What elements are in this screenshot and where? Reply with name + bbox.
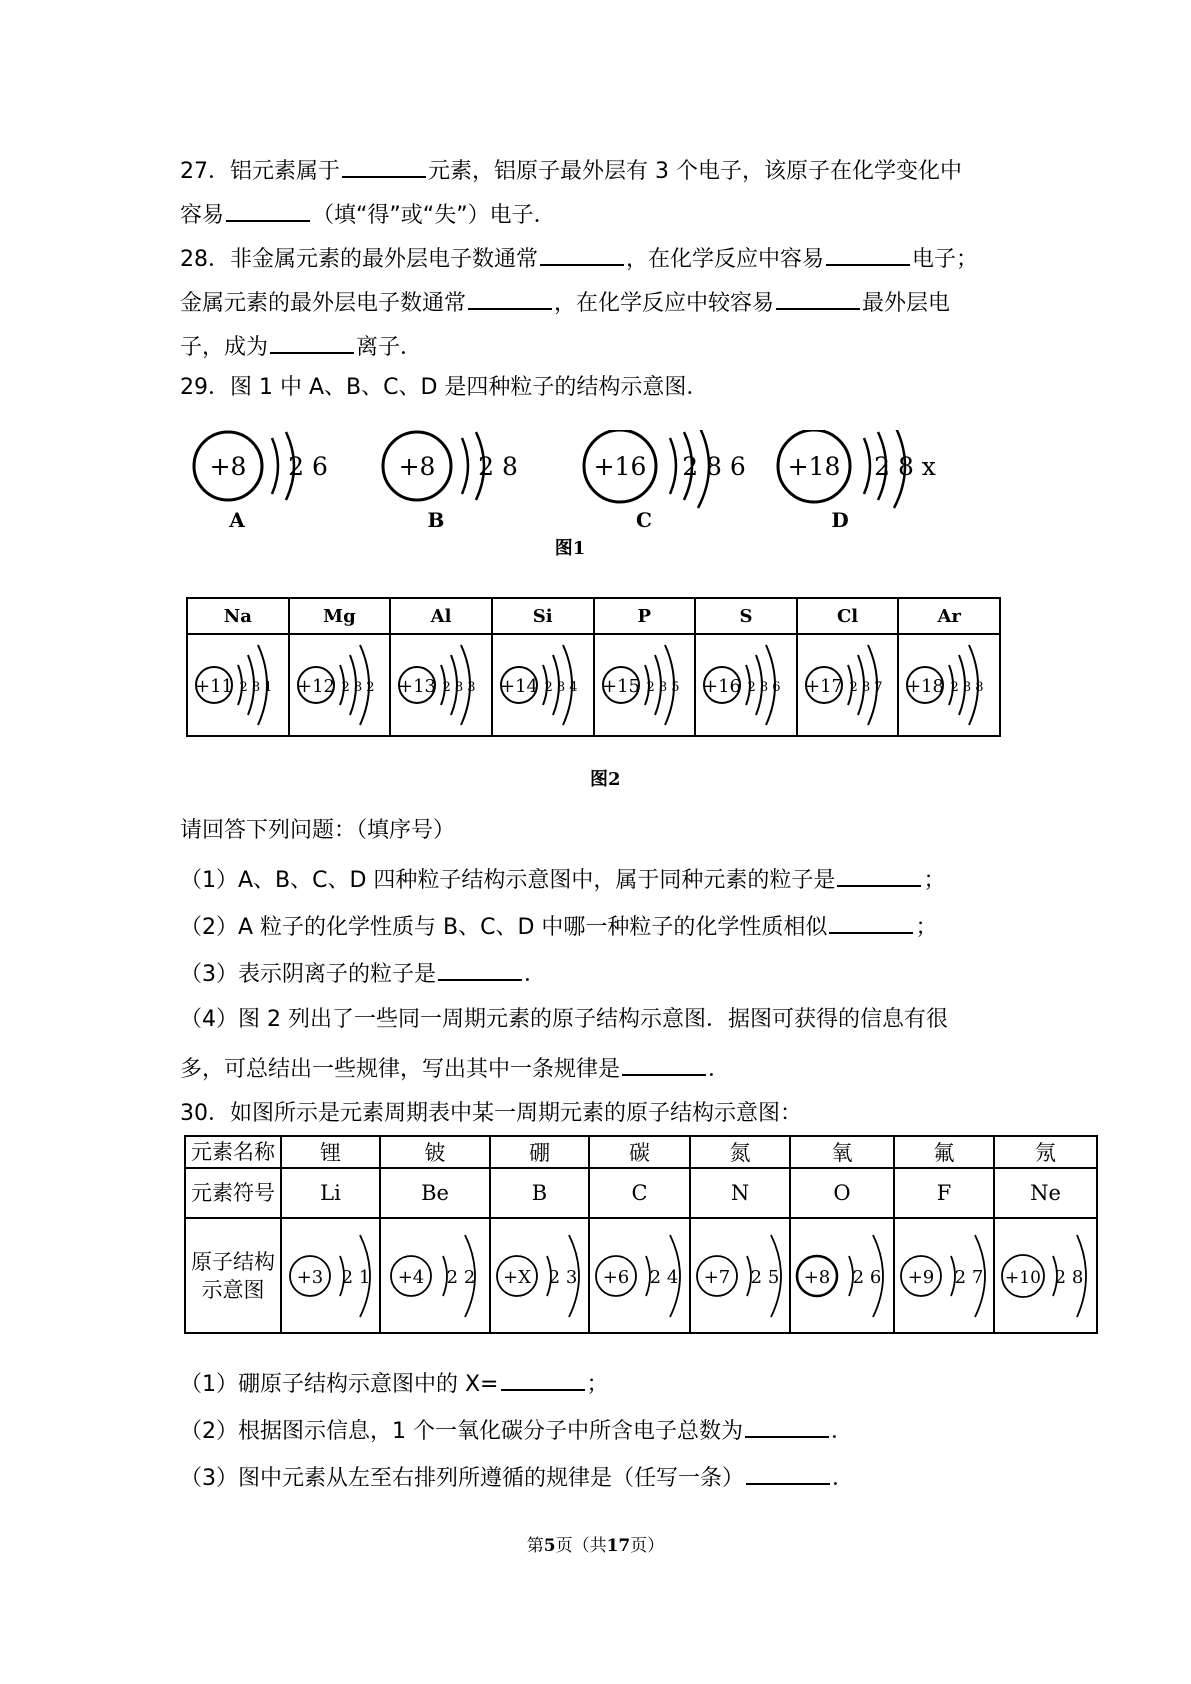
fig2-symbol-s: S — [695, 598, 797, 634]
q30-nucleus-li: +3 — [296, 1266, 324, 1288]
q30-symbol-row — [185, 1168, 1097, 1218]
fig2-nucleus-al: +13 — [398, 676, 437, 697]
q30-cell-ne — [994, 1218, 1097, 1333]
footer-middle: 页（共 — [555, 1536, 607, 1556]
fig2-cell-mg — [289, 634, 391, 736]
q30-shells-o: 2 6 — [852, 1266, 882, 1288]
q27-text-a: 27．铝元素属于 — [180, 159, 340, 184]
q29-sub4-line2 — [180, 1052, 730, 1085]
fig2-cell-p — [594, 634, 696, 736]
fig2-atom-cl — [798, 635, 898, 735]
q27-blank-2[interactable] — [226, 198, 310, 222]
q30-atom-b — [491, 1223, 587, 1329]
figure-1-caption: 图1 — [554, 538, 586, 559]
particle-b-nucleus: +8 — [398, 452, 436, 481]
q28-text-e: ，在化学反应中较容易 — [554, 291, 775, 316]
q30-sub3 — [180, 1461, 854, 1494]
q29-sub4-text: 多，可总结出一些规律，写出其中一条规律是 — [180, 1057, 621, 1082]
q30-shells-ne: 2 8 — [1054, 1266, 1084, 1288]
fig2-nucleus-mg: +12 — [296, 676, 335, 697]
q29-intro: 29．图 1 中 A、B、C、D 是四种粒子的结构示意图． — [180, 375, 709, 400]
q30-sub1-blank[interactable] — [501, 1367, 585, 1391]
q30-sub2-text: （2）根据图示信息，1 个一氧化碳分子中所含电子总数为 — [180, 1419, 743, 1444]
fig2-shells-cl: 2 8 7 — [849, 680, 883, 695]
q30-symbol-c: C — [589, 1168, 690, 1218]
q30-header-diagram-line2: 示意图 — [201, 1277, 265, 1302]
q30-nucleus-o: +8 — [803, 1266, 831, 1288]
q30-header-diagram-line1: 原子结构 — [191, 1249, 275, 1274]
q30-sub3-blank[interactable] — [746, 1461, 830, 1485]
q28-text-b: ，在化学反应中容易 — [626, 247, 825, 272]
fig2-nucleus-si: +14 — [499, 676, 538, 697]
fig2-symbol-al: Al — [390, 598, 492, 634]
q29-sub1-blank[interactable] — [837, 863, 921, 887]
fig2-symbol-cl: Cl — [797, 598, 899, 634]
figure-1 — [0, 430, 1191, 560]
q30-name-f: 氟 — [894, 1136, 994, 1168]
q30-diagram-row — [185, 1218, 1097, 1333]
q30-nucleus-ne: +10 — [1005, 1267, 1041, 1288]
q27-text-c: 容易 — [180, 203, 225, 228]
q27-line2 — [180, 198, 556, 231]
q30-shells-n: 2 5 — [750, 1266, 780, 1288]
q29-sub4-line1: （4）图 2 列出了一些同一周期元素的原子结构示意图．据图可获得的信息有很 — [180, 1007, 948, 1032]
q29-sub2 — [180, 910, 937, 943]
q30-cell-c — [589, 1218, 690, 1333]
q29-sub2-blank[interactable] — [829, 910, 913, 934]
q29-sub4-end: ． — [708, 1057, 731, 1082]
fig2-cell-si — [492, 634, 594, 736]
particle-a-label: A — [229, 508, 245, 532]
footer-page-number: 5 — [543, 1536, 556, 1556]
q29-sub3-end: ． — [524, 962, 547, 987]
fig2-cell-na — [187, 634, 289, 736]
q29-sub1 — [180, 863, 945, 896]
q30-sub2 — [180, 1414, 853, 1447]
particle-c-shells: 2 8 6 — [682, 452, 746, 481]
fig2-symbol-p: P — [594, 598, 696, 634]
fig2-atom-s — [696, 635, 796, 735]
q30-sub2-blank[interactable] — [745, 1414, 829, 1438]
q30-cell-b — [490, 1218, 589, 1333]
q30-name-o: 氧 — [790, 1136, 894, 1168]
fig2-shells-na: 2 8 1 — [239, 680, 273, 695]
q30-symbol-b: B — [490, 1168, 589, 1218]
particle-b-label: B — [427, 508, 445, 532]
q30-name-n: 氮 — [690, 1136, 790, 1168]
q30-symbol-li: Li — [281, 1168, 380, 1218]
q28-text-a: 28．非金属元素的最外层电子数通常 — [180, 247, 538, 272]
fig2-atom-al — [391, 635, 491, 735]
q30-symbol-be: Be — [380, 1168, 490, 1218]
q29-sub1-end: ； — [923, 868, 946, 893]
fig2-symbol-ar: Ar — [898, 598, 1000, 634]
q30-sub3-text: （3）图中元素从左至右排列所遵循的规律是（任写一条） — [180, 1466, 744, 1491]
q28-line2 — [180, 286, 950, 319]
figure-2-caption: 图2 — [590, 769, 621, 790]
q29-sub1-text: （1）A、B、C、D 四种粒子结构示意图中，属于同种元素的粒子是 — [180, 868, 836, 893]
q28-text-c: 电子； — [912, 247, 979, 272]
q30-header-name: 元素名称 — [185, 1136, 281, 1168]
q30-sub1-text: （1）硼原子结构示意图中的 X= — [180, 1372, 499, 1397]
q27-blank-1[interactable] — [342, 154, 426, 178]
q29-sub3-text: （3）表示阴离子的粒子是 — [180, 962, 436, 987]
fig2-cell-al — [390, 634, 492, 736]
q30-atom-li — [282, 1223, 378, 1329]
q30-atom-n — [691, 1223, 787, 1329]
q30-sub2-end: ． — [831, 1419, 854, 1444]
footer-suffix: 页） — [630, 1536, 665, 1556]
particle-a-shells: 2 6 — [288, 452, 328, 481]
q29-sub3-blank[interactable] — [438, 957, 522, 981]
fig2-nucleus-ar: +18 — [906, 676, 945, 697]
q29-sub2-end: ； — [915, 915, 938, 940]
q30-cell-n — [690, 1218, 790, 1333]
q27-text-d: （填“得”或“失”）电子． — [312, 203, 556, 228]
figure-2-table — [186, 597, 1001, 737]
q30-shells-f: 2 7 — [954, 1266, 984, 1288]
footer-prefix: 第 — [526, 1536, 544, 1556]
q29-sub3 — [180, 957, 546, 990]
q30-shells-be: 2 2 — [446, 1266, 476, 1288]
fig2-symbol-si: Si — [492, 598, 594, 634]
particle-d-shells: 2 8 x — [874, 452, 936, 481]
fig2-shells-al: 2 8 3 — [442, 680, 476, 695]
q28-blank-1[interactable] — [540, 242, 624, 266]
particle-c-nucleus: +16 — [593, 452, 647, 481]
q29-sub2-text: （2）A 粒子的化学性质与 B、C、D 中哪一种粒子的化学性质相似 — [180, 915, 828, 940]
q30-shells-b: 2 3 — [548, 1266, 578, 1288]
q28-text-d: 金属元素的最外层电子数通常 — [180, 291, 467, 316]
q30-symbol-o: O — [790, 1168, 894, 1218]
q28-line1 — [180, 242, 978, 275]
q30-atom-be — [381, 1223, 487, 1329]
q30-shells-c: 2 4 — [649, 1266, 679, 1288]
q30-name-c: 碳 — [589, 1136, 690, 1168]
particle-d-label: D — [831, 508, 849, 532]
footer-total-pages: 17 — [606, 1536, 631, 1556]
fig2-nucleus-cl: +17 — [804, 676, 843, 697]
q30-cell-o — [790, 1218, 894, 1333]
fig2-symbol-na: Na — [187, 598, 289, 634]
fig2-nucleus-s: +16 — [703, 676, 742, 697]
q30-nucleus-b: +X — [503, 1266, 531, 1288]
q30-sub1 — [180, 1367, 609, 1400]
q30-atom-f — [895, 1223, 991, 1329]
figure-2-symbol-row — [187, 598, 1000, 634]
fig2-cell-cl — [797, 634, 899, 736]
q28-text-h: 离子． — [356, 335, 423, 360]
q30-cell-be — [380, 1218, 490, 1333]
q28-blank-5[interactable] — [270, 330, 354, 354]
fig2-shells-p: 2 8 5 — [645, 680, 680, 695]
q30-atom-c — [590, 1223, 688, 1329]
q30-name-be: 铍 — [380, 1136, 490, 1168]
particle-c-diagram — [584, 430, 746, 532]
q28-blank-3[interactable] — [468, 286, 552, 310]
q30-name-b: 硼 — [490, 1136, 589, 1168]
particle-b-shells: 2 8 — [478, 452, 518, 481]
fig2-cell-s — [695, 634, 797, 736]
q30-intro: 30．如图所示是元素周期表中某一周期元素的原子结构示意图： — [180, 1101, 802, 1126]
q30-nucleus-c: +6 — [602, 1266, 630, 1288]
q30-name-row — [185, 1136, 1097, 1168]
particle-d-nucleus: +18 — [787, 452, 841, 481]
q30-header-symbol: 元素符号 — [185, 1168, 281, 1218]
particle-c-label: C — [636, 508, 652, 532]
q28-line3 — [180, 330, 422, 363]
fig2-atom-mg — [290, 635, 390, 735]
fig2-atom-si — [493, 635, 593, 735]
q30-symbol-f: F — [894, 1168, 994, 1218]
q28-blank-4[interactable] — [776, 286, 860, 310]
fig2-shells-si: 2 8 4 — [544, 680, 578, 695]
q30-nucleus-f: +9 — [907, 1266, 935, 1288]
q29-prompt: 请回答下列问题：（填序号） — [180, 818, 456, 843]
fig2-cell-ar — [898, 634, 1000, 736]
q30-nucleus-n: +7 — [703, 1266, 731, 1288]
q30-cell-li — [281, 1218, 380, 1333]
q27-text-b: 元素，铝原子最外层有 3 个电子，该原子在化学变化中 — [428, 159, 962, 184]
fig2-atom-p — [595, 635, 695, 735]
fig2-atom-na — [188, 635, 288, 735]
q30-atom-ne — [995, 1223, 1094, 1329]
q30-atom-o — [791, 1223, 891, 1329]
q28-text-f: 最外层电 — [862, 291, 951, 316]
q30-symbol-ne: Ne — [994, 1168, 1097, 1218]
q30-nucleus-be: +4 — [397, 1266, 425, 1288]
q27-line1 — [180, 154, 962, 187]
fig2-shells-s: 2 8 6 — [747, 680, 781, 695]
fig2-atom-ar — [899, 635, 999, 735]
fig2-nucleus-p: +15 — [601, 676, 640, 697]
q29-sub4-blank[interactable] — [622, 1052, 706, 1076]
figure-2-diagram-row — [187, 634, 1000, 736]
q30-shells-li: 2 1 — [341, 1266, 371, 1288]
page-footer — [0, 1531, 1191, 1556]
particle-b-diagram — [383, 432, 518, 532]
q30-name-li: 锂 — [281, 1136, 380, 1168]
q30-symbol-n: N — [690, 1168, 790, 1218]
q28-text-g: 子，成为 — [180, 335, 269, 360]
q30-name-ne: 氖 — [994, 1136, 1097, 1168]
q30-sub3-end: ． — [832, 1466, 855, 1491]
fig2-symbol-mg: Mg — [289, 598, 391, 634]
q30-table — [184, 1135, 1098, 1334]
particle-a-nucleus: +8 — [209, 452, 247, 481]
particle-d-diagram — [778, 430, 936, 532]
q30-sub1-end: ； — [586, 1372, 609, 1397]
fig2-shells-ar: 2 8 8 — [950, 680, 984, 695]
q30-cell-f — [894, 1218, 994, 1333]
q30-header-diagram — [185, 1218, 281, 1333]
fig2-nucleus-na: +11 — [195, 676, 233, 697]
fig2-shells-mg: 2 8 2 — [341, 680, 375, 695]
q28-blank-2[interactable] — [826, 242, 910, 266]
particle-a-diagram — [194, 432, 328, 532]
